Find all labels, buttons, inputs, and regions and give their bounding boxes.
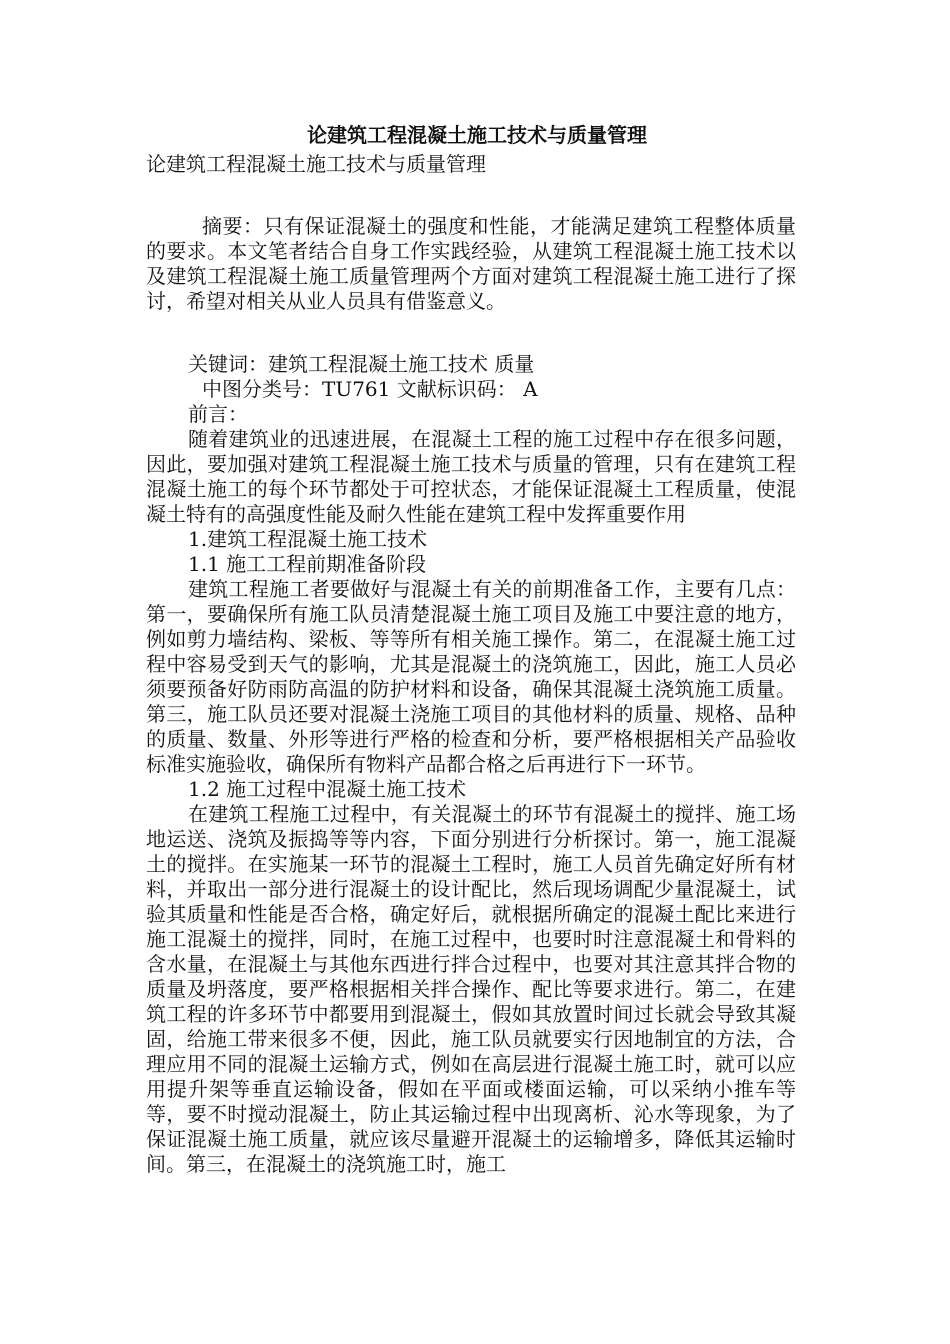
abstract-paragraph: 摘要：只有保证混凝土的强度和性能，才能满足建筑工程整体质量的要求。本文笔者结合自身工作实践经验，从建筑工程混凝土施工技术以及建筑工程混凝土施工质量管理两个方面对建筑工程混凝土施工进行了探讨，希望对相关从业人员具有借鉴意义。	[146, 214, 796, 313]
document-subtitle: 论建筑工程混凝土施工技术与质量管理	[146, 152, 486, 176]
preface-paragraph: 随着建筑业的迅速进展，在混凝土工程的施工过程中存在很多问题，因此，要加强对建筑工程混凝土施工技术与质量的管理，只有在建筑工程混凝土施工的每个环节都处于可控状态，才能保证混凝土工程质量，使混凝土特有的高强度性能及耐久性能在建筑工程中发挥重要作用	[146, 427, 796, 526]
section-1-heading: 1.建筑工程混凝土施工技术	[188, 527, 428, 551]
keywords-line: 关键词：建筑工程混凝土施工技术 质量	[188, 352, 535, 376]
section-1-1-heading: 1.1 施工工程前期准备阶段	[188, 552, 427, 576]
classification-line: 中图分类号：TU761 文献标识码： A	[202, 377, 538, 401]
section-1-2-paragraph: 在建筑工程施工过程中，有关混凝土的环节有混凝土的搅拌、施工场地运送、浇筑及振捣等等内容，下面分别进行分析探讨。第一，施工混凝土的搅拌。在实施某一环节的混凝土工程时，施工人员首先确定好所有材料，并取出一部分进行混凝土的设计配比，然后现场调配少量混凝土，试验其质量和性能是否合格，确定好后，就根据所确定的混凝土配比来进行施工混凝土的搅拌，同时，在施工过程中，也要时时注意混凝土和骨料的含水量，在混凝土与其他东西进行拌合过程中，也要对其注意其拌合物的质量及坍落度，要严格根据相关拌合操作、配比等要求进行。第二，在建筑工程的许多环节中都要用到混凝土，假如其放置时间过长就会导致其凝固，给施工带来很多不便，因此，施工队员就要实行因地制宜的方法，合理应用不同的混凝土运输方式，例如在高层进行混凝土施工时，就可以应用提升架等垂直运输设备，假如在平面或楼面运输，可以采纳小推车等等，要不时搅动混凝土，防止其运输过程中出现离析、沁水等现象，为了保证混凝土施工质量，就应该尽量避开混凝土的运输增多，降低其运输时间。第三，在混凝土的浇筑施工时，施工	[146, 802, 796, 1176]
document-title: 论建筑工程混凝土施工技术与质量管理	[307, 123, 647, 147]
section-1-2-heading: 1.2 施工过程中混凝土施工技术	[188, 777, 467, 801]
document-page	[146, 120, 796, 1177]
preface-label: 前言：	[188, 402, 248, 426]
section-1-1-paragraph: 建筑工程施工者要做好与混凝土有关的前期准备工作，主要有几点：第一，要确保所有施工队员清楚混凝土施工项目及施工中要注意的地方，例如剪力墙结构、梁板、等等所有相关施工操作。第二，在混凝土施工过程中容易受到天气的影响，尤其是混凝土的浇筑施工，因此，施工人员必须要预备好防雨防高温的防护材料和设备，确保其混凝土浇筑施工质量。第三，施工队员还要对混凝土浇施工项目的其他材料的质量、规格、品种的质量、数量、外形等进行严格的检查和分析，要严格根据相关产品验收标准实施验收，确保所有物料产品都合格之后再进行下一环节。	[146, 577, 796, 776]
